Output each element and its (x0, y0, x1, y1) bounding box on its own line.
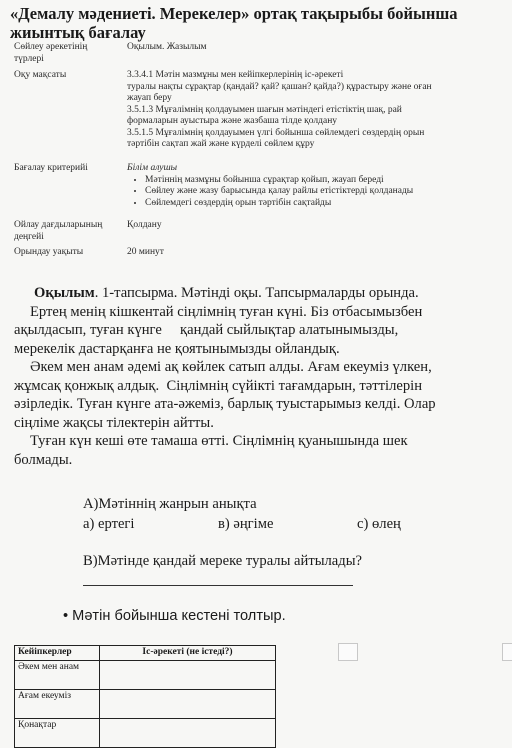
criteria-item: • Сөйлеу және жазу барысында қалау райлы етістіктерді қолданады (145, 186, 497, 198)
option-c[interactable]: с) өлең (357, 516, 401, 532)
time-value: 20 минут (127, 247, 164, 257)
table-cell-answer[interactable] (100, 719, 276, 748)
table-row (15, 690, 276, 719)
activity-value: Оқылым. Жазылым (127, 42, 207, 52)
paragraph-line: Туған күн кеші өте тамаша өтті. Сіңлімнің қуанышында шек (30, 433, 408, 449)
goal-line: жауап беру (127, 93, 172, 103)
thinking-value: Қолдану (127, 220, 162, 230)
criteria-label: Бағалау критерийі (14, 163, 88, 173)
paragraph-line: әзірледік. Туған күнге ата-әжеміз, барлық туыстарымыз келді. Олар (14, 396, 436, 412)
characters-table (14, 645, 276, 748)
time-label: Орындау уақыты (14, 247, 84, 257)
goal-line: формаларын ауыстыра және жазбаша тілде қолдану (127, 116, 338, 126)
criteria-item: • Мәтіннің мазмұны бойынша сұрақтар қойып, жауап береді (145, 175, 497, 187)
task-2-instruction: • Мәтін бойынша кестені толтыр. (63, 608, 286, 624)
reading-section (14, 284, 499, 469)
table-row (15, 661, 276, 690)
goals-label: Оқу мақсаты (14, 70, 67, 80)
paragraph-line: мерекелік дастарқанға не қоятынымызды ойландық. (14, 340, 340, 357)
bullet-icon: • (63, 608, 69, 624)
option-a[interactable]: а) ертегі (83, 516, 135, 532)
goals-list (127, 70, 497, 151)
title-line-2: жиынтық бағалау (10, 23, 146, 42)
task-intro-text: . 1-тапсырма. Мәтінді оқы. Тапсырмаларды орында. (94, 285, 419, 301)
criteria-block (127, 163, 497, 209)
question-a-prompt: А)Мәтіннің жанрын анықта (83, 496, 257, 512)
criteria-item: • Сөйлемдегі сөздердің орын тәртібін сақтайды (145, 198, 497, 210)
paragraph-line: сіңліме жақсы тілектерін айтты. (14, 414, 214, 431)
table-header-characters: Кейіпкерлер (15, 646, 100, 661)
goal-line: 3.5.1.3 Мұғалімнің қолдауымен шағын мәтіндегі етістіктің шақ, рай (127, 104, 402, 115)
table-cell-character: Ағам екеуміз (15, 690, 100, 719)
goal-line: тәртібін сақтап жай және күрделі сөйлем құру (127, 139, 315, 149)
task-intro (14, 284, 499, 303)
reading-heading: Оқылым (34, 285, 95, 301)
option-b[interactable]: в) әңгіме (218, 516, 274, 532)
table-cell-answer[interactable] (100, 661, 276, 690)
title-line-1: «Демалу мәдениеті. Мерекелер» ортақ тақырыбы бойынша (10, 4, 458, 23)
paragraph-line: ақылдасып, туған күнге қандай сыйлықтар алатынымызды, (14, 322, 399, 338)
paragraph-line: Әкем мен анам әдемі ақ көйлек сатып алды. Ағам екеуміз үлкен, (30, 359, 432, 375)
goal-line: 3.3.4.1 Мәтін мазмұны мен кейіпкерлерінің іс-әрекеті (127, 70, 344, 80)
table-cell-character: Әкем мен анам (15, 661, 100, 690)
goal-line: 3.5.1.5 Мұғалімнің қолдауымен үлгі бойынша сөйлемдегі сөздердің орын (127, 127, 425, 138)
answer-line[interactable] (83, 585, 353, 586)
criteria-head: Білім алушы (127, 163, 178, 173)
paragraph-line: жұмсақ қонжық алдық. Сіңлімнің сүйікті тағамдарын, тәттілерін (14, 377, 423, 394)
goal-line: туралы нақты сұрақтар (қандай? қай? қашан? қайда?) құрастыру және оған (127, 81, 432, 92)
page-title (10, 4, 500, 42)
criteria-list (127, 175, 497, 210)
thinking-label: Ойлау дағдыларының деңгейі (14, 220, 103, 242)
table-row (15, 719, 276, 748)
question-b-prompt: В)Мәтінде қандай мереке туралы айтылады? (83, 553, 362, 569)
paragraph-line: болмады. (14, 451, 73, 468)
checkbox-outline[interactable] (338, 643, 358, 661)
checkbox-outline[interactable] (502, 643, 512, 661)
table-cell-answer[interactable] (100, 690, 276, 719)
paragraph-line: Ертең менің кішкентай сіңлімнің туған күні. Біз отбасымызбен (30, 303, 423, 320)
table-header-actions: Іс-әрекеті (не істеді?) (100, 646, 276, 661)
table-cell-character: Қонақтар (15, 719, 100, 748)
activity-label: Сөйлеу әрекетінің түрлері (14, 42, 88, 64)
table-header-row (15, 646, 276, 661)
